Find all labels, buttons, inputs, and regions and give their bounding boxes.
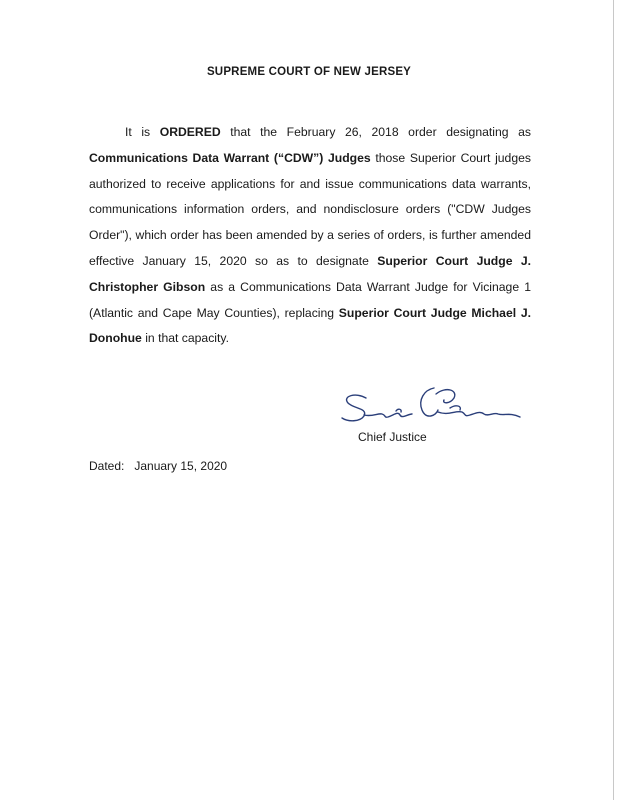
paragraph-segment-bold: Superior Court Judge J. Christopher Gibson (89, 253, 531, 294)
dated-line (89, 459, 227, 473)
paragraph-segment: those Superior Court judges authorized to receive applications for and issue communications data warrants, communications information orders, and nondisclosure orders ("CDW Judges Order"), which order has been amended by a series of orders, is further amended effective January 15, 2020 so as to designate (89, 150, 531, 268)
order-paragraph (89, 120, 531, 352)
paragraph-segment: It is (125, 125, 160, 139)
paragraph-segment-bold: Communications Data Warrant (“CDW”) Judges (89, 150, 371, 165)
dated-label: Dated: (89, 459, 125, 473)
paragraph-segment: in that capacity. (141, 331, 229, 346)
paragraph-segment-bold: Superior Court Judge Michael J. Donohue (89, 305, 531, 346)
document-heading: SUPREME COURT OF NEW JERSEY (206, 66, 412, 78)
signature-title: Chief Justice (358, 430, 427, 444)
page-edge-line (613, 0, 614, 800)
paragraph-segment: as a Communications Data Warrant Judge for Vicinage 1 (Atlantic and Cape May Counties), replacing (89, 279, 531, 320)
dated-value: January 15, 2020 (134, 459, 228, 473)
paragraph-segment: that the February 26, 2018 order designating as (220, 125, 531, 139)
handwritten-signature (338, 384, 528, 434)
paragraph-segment-bold: ORDERED (159, 125, 221, 139)
